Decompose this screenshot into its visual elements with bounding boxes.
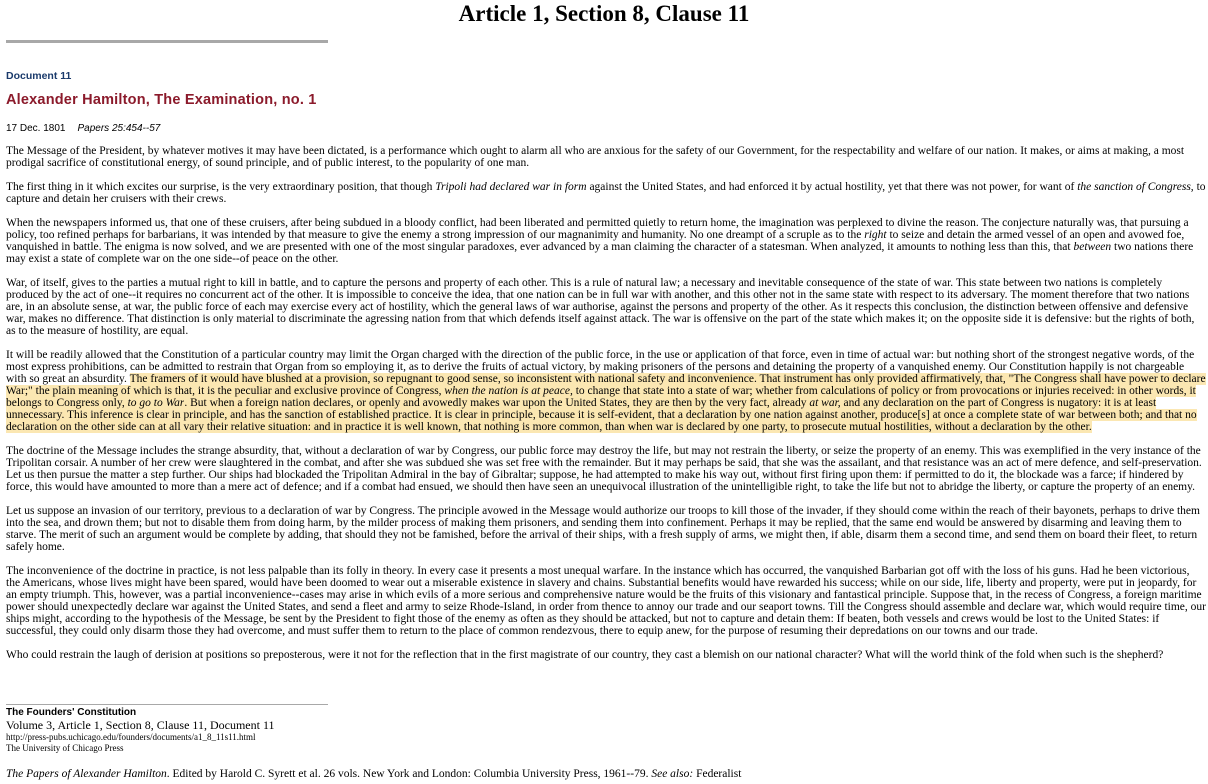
paragraph (6, 181, 1206, 205)
document-date: 17 Dec. 1801 (6, 123, 66, 134)
see-also-label: See also: (651, 768, 694, 780)
header-divider (6, 40, 328, 43)
highlighted-text: and any declaration on the part of Congress is nugatory: it is at least unnecessary. This inference is clear in principle, and has the sanction of established practice. It is clear in principle, because it is self-evident, that a declaration by one nation against another, produce[s] at once a complete state of war between both; and that no declaration on the other side can at all vary their relative situation: and in practice it is well known, that nothing is more common, than when war is declared by one party, to prosecute mutual hostilities, without a declaration by the other. (6, 397, 1197, 433)
paragraph (6, 445, 1206, 493)
publisher: The University of Chicago Press (6, 743, 124, 753)
paragraph (6, 217, 1206, 265)
reference-text: . Edited by Harold C. Syrett et al. 26 vols. New York and London: Columbia University Press, 1961--79. (166, 768, 652, 780)
paragraph-text: Who could restrain the laugh of derision at positions so preposterous, were it not for the reflection that in the first magistrate of our country, they cast a blemish on our national character? What will the world think of the fold when such is the shepherd? (6, 649, 1164, 661)
paragraph-text: It will be readily allowed that the Constitution of a particular country may limit the Organ charged with the direction of the public force, in the use or application of that force, even in time of actual war: but nothing short of the strongest negative words, of the most express prohibitions, can be admitted to restrain that Organ from so employing it, as to derive the fruits of actual victory, by making prisoners of the persons and detaining the property of a vanquished enemy. Our Constitution happily is not chargeable with so great an absurdity. (6, 349, 1195, 385)
reference-line (6, 768, 1196, 781)
paragraph (6, 145, 1206, 169)
collection-title: The Founders' Constitution (6, 707, 137, 718)
paragraph-text: When the newspapers informed us, that one of these cruisers, after being subdued in a bloody conflict, had been liberated and permitted quietly to return home, the imagination was perplexed to divine the reason. The conjecture naturally was, that pursuing a policy, too refined perhaps for barbarians, it was intended by that measure to give the enemy a strong impression of our magnanimity and humanity. No one dreampt of a scruple as to the (6, 217, 1189, 241)
paragraph-text: The doctrine of the Message includes the strange absurdity, that, without a declaration of war by Congress, our public force may destroy the life, but may not restrain the liberty, or seize the property of an enemy. This was exemplified in the very instance of the Tripolitan corsair. A number of her crew were slaughtered in the combat, and after she was subdued she was set free with the remainder. But it may perhaps be said, that she was the assailant, and that resistance was an act of mere defence, and self-preservation. Let us then pursue the matter a step further. Our ships had blockaded the Tripolitan Admiral in the bay of Gibraltar; suppose, he had attempted to make his way out, without first firing upon them: if permitted to do it, the blockade was a farce; if hindered by force, this would have amounted to more than a mere act of defence; and if a combat had ensued, we should then have seen an unequivocal illustration of the unintelligible right, to take the life but not to abridge the liberty, or capture the property of an enemy. (6, 445, 1202, 493)
volume-line: Volume 3, Article 1, Section 8, Clause 11, Document 11 (6, 718, 275, 732)
paragraph-text: The inconvenience of the doctrine in practice, is not less palpable than its folly in theory. In every case it presents a most unequal warfare. In the instance which has occurred, the vanquished Barbarian got off with the loss of his guns. Had he been victorious, the Americans, whose lives might have been spared, would have been doomed to wear out a miserable existence in slavery and chains. Substantial benefits would have rewarded his success; while on our side, life, liberty and property, were put in jeopardy, for an empty triumph. This, however, was a partial inconvenience--cases may arise in which evils of a more serious and comprehensive nature would be the fruits of this visionary and fantastical principle. Suppose that, in the recess of Congress, a foreign maritime power should unexpectedly declare war against the United States, and send a fleet and army to seize Rhode-Island, in order from thence to annoy our trade and our seaport towns. Till the Congress should assemble and declare war, which would require time, our ships might, according to the hypothesis of the Message, be sent by the President to fight those of the enemy as often as they should be attacked, but not to capture and detain them: If beaten, both vessels and crews would be lost to the United States: if successful, they could only disarm those they had overcome, and must suffer them to return to the place of common rendezvous, there to equip anew, for the purpose of resuming their depredations on our towns and our trade. (6, 565, 1206, 637)
date-line (6, 123, 160, 134)
footer-divider (6, 704, 328, 705)
paragraph-text: right (864, 229, 887, 241)
paragraph-text: The first thing in it which excites our surprise, is the very extraordinary position, that though (6, 181, 436, 193)
paragraph (6, 505, 1206, 553)
paragraph (6, 277, 1206, 337)
paragraph-text: two nations there may exist a state of complete war on the one side--of peace on the other. (6, 241, 1194, 265)
document-body (6, 145, 1206, 661)
reference-title: The Papers of Alexander Hamilton (6, 768, 167, 780)
paragraph-text: the sanction of Congress, (1077, 181, 1194, 193)
highlighted-text: . But when a foreign nation declares, or openly and avowedly makes war upon the United States, they are then by the very fact, already (184, 397, 810, 409)
highlighted-text: to go to War (127, 397, 185, 409)
highlighted-text: The framers of it would have blushed at a provision, so repugnant to good sense, so inconsistent with national safety and inconvenience. That instrument has only provided affirmatively, that, "The Congress shall have power to declare War;" the plain meaning of which is that, it is the peculiar and exclusive province of Congress, (6, 373, 1206, 397)
paragraph-text: Let us suppose an invasion of our territory, previous to a declaration of war by Congress. The principle avowed in the Message would authorize our troops to kill those of the invader, if they should come within the reach of their bayonets, perhaps to drive them into the sea, and drown them; but not to disable them from doing harm, by the milder process of making them prisoners, and sending them into confinement. Perhaps it may be replied, that the same end would be answered by disarming and leaving them to starve. The merit of such an argument would be complete by adding, that should they not be famished, before the arrival of their ships, with a fresh supply of arms, we might then, if able, disarm them a second time, and send them on board their fleet, to return safely home. (6, 505, 1200, 553)
paragraph-text: against the United States, and had enforced it by actual hostility, yet that there was not power, for want of (586, 181, 1078, 193)
paragraph-text: to seize and detain the armed vessel of an open and avowed foe, vanquished in battle. The enigma is now solved, and we are presented with one of the most singular paradoxes, ever advanced by a man claiming the character of a statesman. When analyzed, it amounts to nothing less than this, that (6, 229, 1185, 253)
paragraph-text: Tripoli had declared war in form (435, 181, 587, 193)
paragraph (6, 565, 1206, 637)
paragraph-text: to capture and detain her cruisers with their crews. (6, 181, 1206, 205)
highlighted-text: when the nation is at peace, (444, 385, 573, 397)
paragraph-text: The Message of the President, by whatever motives it may have been dictated, is a performance which ought to alarm all who are anxious for the safety of our Government, for the respectability and welfare of our nation. It makes, or aims at making, a most prodigal sacrifice of constitutional energy, of sound principle, and of public interest, to the popularity of one man. (6, 145, 1185, 169)
document-citation: Papers 25:454--57 (77, 123, 161, 134)
highlighted-text: to change that state into a state of war; whether from calculations of policy or from provocations or injuries received: in other words, it belongs to Congress only, (6, 385, 1196, 409)
paragraph-text: between (1073, 241, 1112, 253)
paragraph (6, 349, 1206, 433)
document-label: Document 11 (6, 70, 72, 82)
highlighted-text: at war, (809, 397, 841, 409)
paragraph-text: War, of itself, gives to the parties a mutual right to kill in battle, and to capture the persons and property of each other. This is a rule of natural law; a necessary and inevitable consequence of the state of war. This state between two nations is completely produced by the act of one--it requires no concurrent act of the other. It is impossible to conceive the idea, that one nation can be in full war with another, and this other not in the same state with respect to its adversary. The moment therefore that two nations are, in an absolute sense, at war, the public force of each may exercise every act of hostility, which the general laws of war authorise, against the persons and property of the other. As it respects this conclusion, the distinction between offensive and defensive war, makes no difference. That distinction is only material to discriminate the agressing nation from that which defends itself against attack. The war is offensive on the part of the state which makes it; on the opposite side it is defensive: but the rights of both, as to the measure of hostility, are equal. (6, 277, 1195, 337)
document-heading: Alexander Hamilton, The Examination, no. 1 (6, 92, 317, 108)
see-also-text: Federalist (693, 768, 742, 780)
page-title: Article 1, Section 8, Clause 11 (458, 1, 750, 26)
document-url: http://press-pubs.uchicago.edu/founders/documents/a1_8_11s11.html (6, 732, 256, 742)
footer (6, 707, 1196, 781)
paragraph (6, 649, 1206, 661)
